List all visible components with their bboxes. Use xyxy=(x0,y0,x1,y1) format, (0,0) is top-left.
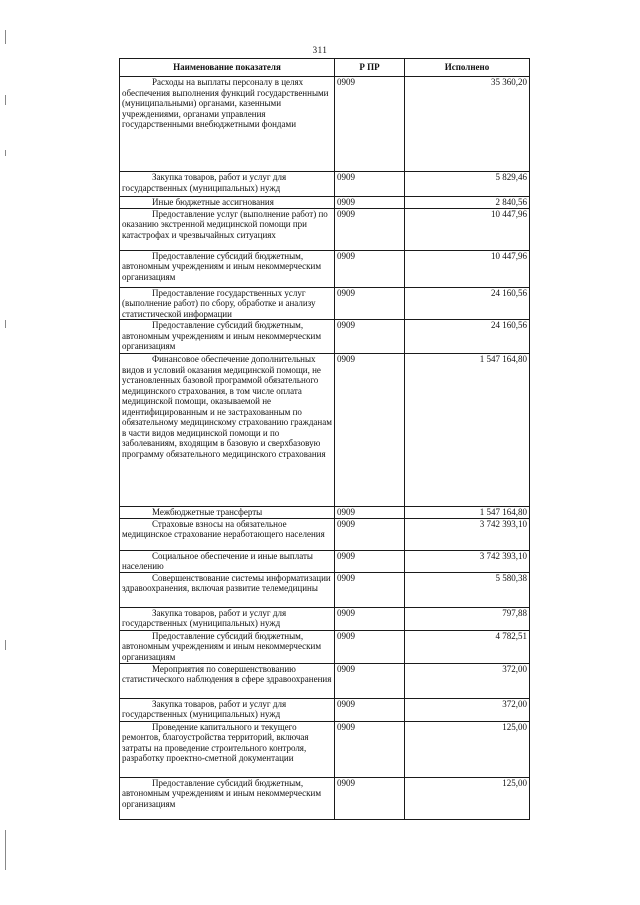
indicator-name-cell: Проведение капитального и текущего ремонтов, благоустройства территорий, включая затраты на проведение строительного контроля, разработку проектно-сметной документации xyxy=(120,721,335,777)
indicator-name-cell: Финансовое обеспечение дополнительных видов и условий оказания медицинской помощи, не установленных базовой программой обязательного медицинского страхования, в том числе оплата медицинской помощи, оказываемой не идентифицированным и не застрахованным по обязательному медицинскому страхованию гражданам в части видов медицинской помощи и по заболеваниям, входящим в базовую и сверхбазовую программу обязательного медицинского страхования xyxy=(120,354,335,507)
indicator-name-cell: Предоставление услуг (выполнение работ) по оказанию экстренной медицинской помощи при катастрофах и чрезвычайных ситуациях xyxy=(120,208,335,250)
indicator-name-cell: Предоставление государственных услуг (выполнение работ) по сбору, обработке и анализу статистической информации xyxy=(120,287,335,320)
scan-mark xyxy=(5,30,6,44)
executed-amount-cell: 24 160,56 xyxy=(405,320,530,354)
table-row xyxy=(120,172,530,197)
executed-amount-cell: 372,00 xyxy=(405,698,530,721)
table-row xyxy=(120,572,530,607)
executed-amount-cell: 24 160,56 xyxy=(405,287,530,320)
indicator-name-cell: Предоставление субсидий бюджетным, автономным учреждениям и иным некоммерческим организациям xyxy=(120,320,335,354)
executed-amount-cell: 372,00 xyxy=(405,663,530,698)
section-code-cell: 0909 xyxy=(335,550,405,572)
section-code-cell: 0909 xyxy=(335,518,405,550)
section-code-cell: 0909 xyxy=(335,287,405,320)
header-section-code: Р ПР xyxy=(335,59,405,77)
indicator-name-cell: Предоставление субсидий бюджетным, автономным учреждениям и иным некоммерческим организациям xyxy=(120,630,335,663)
scan-mark xyxy=(5,95,6,105)
section-code-cell: 0909 xyxy=(335,354,405,507)
section-code-cell: 0909 xyxy=(335,698,405,721)
section-code-cell: 0909 xyxy=(335,572,405,607)
executed-amount-cell: 125,00 xyxy=(405,777,530,819)
budget-table xyxy=(119,58,530,820)
executed-amount-cell: 1 547 164,80 xyxy=(405,354,530,507)
executed-amount-cell: 125,00 xyxy=(405,721,530,777)
indicator-name-cell: Страховые взносы на обязательное медицинское страхование неработающего населения xyxy=(120,518,335,550)
table-row xyxy=(120,208,530,250)
indicator-name-cell: Расходы на выплаты персоналу в целях обеспечения выполнения функций государственными (муниципальными) органами, казенными учреждениями, органами управления государственными внебюджетными фондами xyxy=(120,77,335,172)
section-code-cell: 0909 xyxy=(335,721,405,777)
executed-amount-cell: 3 742 393,10 xyxy=(405,518,530,550)
section-code-cell: 0909 xyxy=(335,250,405,287)
section-code-cell: 0909 xyxy=(335,777,405,819)
scan-mark xyxy=(5,150,6,156)
executed-amount-cell: 3 742 393,10 xyxy=(405,550,530,572)
executed-amount-cell: 5 829,46 xyxy=(405,172,530,197)
section-code-cell: 0909 xyxy=(335,607,405,630)
indicator-name-cell: Закупка товаров, работ и услуг для государственных (муниципальных) нужд xyxy=(120,607,335,630)
section-code-cell: 0909 xyxy=(335,507,405,519)
indicator-name-cell: Закупка товаров, работ и услуг для государственных (муниципальных) нужд xyxy=(120,698,335,721)
indicator-name-cell: Закупка товаров, работ и услуг для государственных (муниципальных) нужд xyxy=(120,172,335,197)
table-row xyxy=(120,77,530,172)
indicator-name-cell: Мероприятия по совершенствованию статистического наблюдения в сфере здравоохранения xyxy=(120,663,335,698)
table-row xyxy=(120,663,530,698)
executed-amount-cell: 5 580,38 xyxy=(405,572,530,607)
section-code-cell: 0909 xyxy=(335,197,405,209)
section-code-cell: 0909 xyxy=(335,208,405,250)
header-indicator-name: Наименование показателя xyxy=(120,59,335,77)
table-row xyxy=(120,698,530,721)
page-number: 311 xyxy=(312,45,328,55)
scan-mark xyxy=(5,640,6,650)
table-row xyxy=(120,721,530,777)
scan-mark xyxy=(5,320,6,328)
table-row xyxy=(120,630,530,663)
table-row xyxy=(120,197,530,209)
indicator-name-cell: Межбюджетные трансферты xyxy=(120,507,335,519)
table-row xyxy=(120,550,530,572)
table-row xyxy=(120,518,530,550)
indicator-name-cell: Социальное обеспечение и иные выплаты населению xyxy=(120,550,335,572)
table-row xyxy=(120,607,530,630)
section-code-cell: 0909 xyxy=(335,663,405,698)
indicator-name-cell: Совершенствование системы информатизации здравоохранения, включая развитие телемедицины xyxy=(120,572,335,607)
table-row xyxy=(120,507,530,519)
indicator-name-cell: Предоставление субсидий бюджетным, автономным учреждениям и иным некоммерческим организациям xyxy=(120,777,335,819)
section-code-cell: 0909 xyxy=(335,77,405,172)
table-header-row xyxy=(120,59,530,77)
executed-amount-cell: 1 547 164,80 xyxy=(405,507,530,519)
header-executed-amount: Исполнено xyxy=(405,59,530,77)
executed-amount-cell: 4 782,51 xyxy=(405,630,530,663)
table-row xyxy=(120,320,530,354)
executed-amount-cell: 2 840,56 xyxy=(405,197,530,209)
table-row xyxy=(120,777,530,819)
scan-mark xyxy=(5,830,6,870)
section-code-cell: 0909 xyxy=(335,172,405,197)
table-row xyxy=(120,287,530,320)
section-code-cell: 0909 xyxy=(335,320,405,354)
executed-amount-cell: 10 447,96 xyxy=(405,208,530,250)
indicator-name-cell: Иные бюджетные ассигнования xyxy=(120,197,335,209)
executed-amount-cell: 797,88 xyxy=(405,607,530,630)
indicator-name-cell: Предоставление субсидий бюджетным, автономным учреждениям и иным некоммерческим организациям xyxy=(120,250,335,287)
executed-amount-cell: 35 360,20 xyxy=(405,77,530,172)
executed-amount-cell: 10 447,96 xyxy=(405,250,530,287)
section-code-cell: 0909 xyxy=(335,630,405,663)
table-row xyxy=(120,250,530,287)
table-row xyxy=(120,354,530,507)
